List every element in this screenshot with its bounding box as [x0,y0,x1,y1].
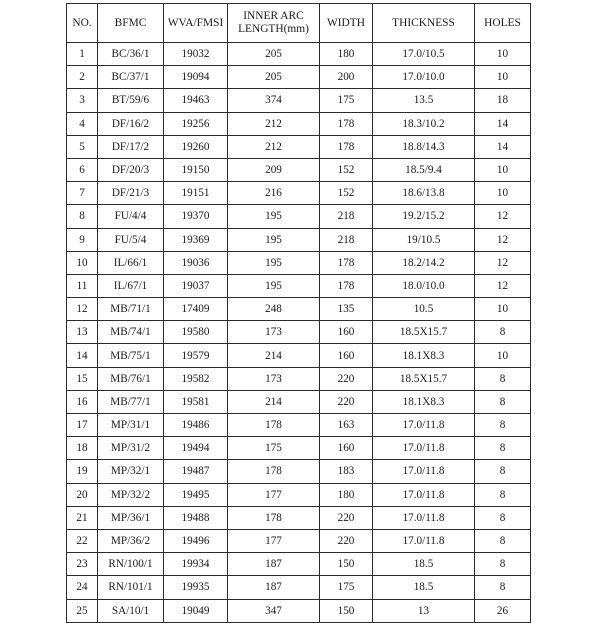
cell-inner-arc-length: 212 [228,135,320,158]
cell-holes: 8 [475,460,531,483]
table-row [67,460,531,483]
table-row [67,298,531,321]
cell-wva-fmsi: 19582 [164,367,228,390]
cell-no: 12 [67,298,98,321]
cell-wva-fmsi: 19036 [164,251,228,274]
table-body [67,43,531,623]
header-inner-arc-line2: LENGTH(mm) [238,23,309,35]
table-row [67,344,531,367]
cell-width: 180 [320,43,373,66]
cell-holes: 26 [475,599,531,622]
cell-thickness: 17.0/11.8 [373,414,475,437]
cell-thickness: 18.5/9.4 [373,158,475,181]
cell-holes: 12 [475,228,531,251]
cell-inner-arc-length: 195 [228,228,320,251]
cell-no: 2 [67,66,98,89]
table-row [67,599,531,622]
cell-no: 17 [67,414,98,437]
cell-no: 10 [67,251,98,274]
table-row [67,529,531,552]
cell-bfmc: MP/32/2 [98,483,164,506]
cell-thickness: 19/10.5 [373,228,475,251]
cell-wva-fmsi: 19495 [164,483,228,506]
cell-wva-fmsi: 19579 [164,344,228,367]
cell-holes: 8 [475,483,531,506]
table-row [67,158,531,181]
cell-holes: 14 [475,112,531,135]
cell-holes: 8 [475,367,531,390]
cell-no: 23 [67,553,98,576]
cell-no: 14 [67,344,98,367]
cell-bfmc: FU/4/4 [98,205,164,228]
table-row [67,414,531,437]
cell-width: 160 [320,437,373,460]
cell-width: 218 [320,228,373,251]
cell-holes: 10 [475,43,531,66]
cell-width: 175 [320,89,373,112]
cell-wva-fmsi: 19369 [164,228,228,251]
table-row [67,367,531,390]
cell-inner-arc-length: 374 [228,89,320,112]
cell-inner-arc-length: 347 [228,599,320,622]
cell-holes: 10 [475,158,531,181]
cell-no: 8 [67,205,98,228]
table-row [67,390,531,413]
cell-inner-arc-length: 248 [228,298,320,321]
cell-wva-fmsi: 19488 [164,506,228,529]
cell-inner-arc-length: 205 [228,43,320,66]
cell-holes: 8 [475,437,531,460]
cell-width: 152 [320,182,373,205]
cell-thickness: 18.3/10.2 [373,112,475,135]
cell-width: 178 [320,135,373,158]
header-thickness: THICKNESS [373,4,475,43]
cell-holes: 8 [475,321,531,344]
cell-bfmc: DF/17/2 [98,135,164,158]
table-row [67,43,531,66]
cell-wva-fmsi: 19580 [164,321,228,344]
cell-width: 178 [320,251,373,274]
cell-bfmc: RN/100/1 [98,553,164,576]
cell-width: 152 [320,158,373,181]
cell-bfmc: IL/67/1 [98,274,164,297]
cell-inner-arc-length: 205 [228,66,320,89]
cell-bfmc: MP/36/1 [98,506,164,529]
cell-no: 24 [67,576,98,599]
cell-holes: 8 [475,529,531,552]
cell-thickness: 17.0/11.8 [373,460,475,483]
cell-thickness: 18.5X15.7 [373,367,475,390]
cell-no: 16 [67,390,98,413]
cell-wva-fmsi: 19049 [164,599,228,622]
cell-thickness: 18.5X15.7 [373,321,475,344]
cell-thickness: 18.1X8.3 [373,344,475,367]
header-no: NO. [67,4,98,43]
cell-bfmc: MB/75/1 [98,344,164,367]
cell-no: 7 [67,182,98,205]
cell-bfmc: MP/32/1 [98,460,164,483]
cell-thickness: 18.6/13.8 [373,182,475,205]
table-row [67,321,531,344]
cell-holes: 10 [475,344,531,367]
cell-holes: 10 [475,66,531,89]
header-holes: HOLES [475,4,531,43]
cell-no: 18 [67,437,98,460]
cell-wva-fmsi: 19935 [164,576,228,599]
cell-thickness: 18.1X8.3 [373,390,475,413]
table-row [67,274,531,297]
cell-thickness: 13.5 [373,89,475,112]
cell-no: 9 [67,228,98,251]
header-row [67,4,531,43]
cell-inner-arc-length: 178 [228,460,320,483]
cell-holes: 12 [475,274,531,297]
cell-no: 1 [67,43,98,66]
cell-wva-fmsi: 19032 [164,43,228,66]
cell-holes: 8 [475,506,531,529]
cell-bfmc: SA/10/1 [98,599,164,622]
header-bfmc: BFMC [98,4,164,43]
cell-bfmc: MB/71/1 [98,298,164,321]
cell-no: 6 [67,158,98,181]
cell-inner-arc-length: 187 [228,576,320,599]
cell-width: 180 [320,483,373,506]
table-row [67,483,531,506]
cell-bfmc: DF/21/3 [98,182,164,205]
cell-no: 20 [67,483,98,506]
cell-inner-arc-length: 214 [228,390,320,413]
cell-width: 183 [320,460,373,483]
cell-width: 200 [320,66,373,89]
cell-bfmc: DF/20/3 [98,158,164,181]
cell-holes: 8 [475,576,531,599]
cell-no: 21 [67,506,98,529]
cell-width: 135 [320,298,373,321]
cell-thickness: 10.5 [373,298,475,321]
cell-width: 178 [320,274,373,297]
cell-thickness: 17.0/11.8 [373,437,475,460]
cell-inner-arc-length: 195 [228,274,320,297]
cell-inner-arc-length: 173 [228,367,320,390]
cell-holes: 18 [475,89,531,112]
cell-thickness: 17.0/10.5 [373,43,475,66]
cell-width: 150 [320,553,373,576]
cell-wva-fmsi: 19581 [164,390,228,413]
table-row [67,506,531,529]
cell-thickness: 18.2/14.2 [373,251,475,274]
cell-no: 15 [67,367,98,390]
cell-wva-fmsi: 19256 [164,112,228,135]
cell-inner-arc-length: 212 [228,112,320,135]
cell-width: 218 [320,205,373,228]
cell-thickness: 18.0/10.0 [373,274,475,297]
cell-inner-arc-length: 178 [228,414,320,437]
cell-wva-fmsi: 19150 [164,158,228,181]
cell-wva-fmsi: 19487 [164,460,228,483]
header-inner-arc-line1: INNER ARC [243,10,304,22]
cell-holes: 8 [475,414,531,437]
table-row [67,228,531,251]
table-row [67,576,531,599]
table-row [67,437,531,460]
cell-inner-arc-length: 195 [228,251,320,274]
cell-width: 163 [320,414,373,437]
header-inner-arc-length [228,4,320,43]
cell-bfmc: MP/36/2 [98,529,164,552]
cell-holes: 10 [475,298,531,321]
cell-width: 220 [320,390,373,413]
cell-wva-fmsi: 19494 [164,437,228,460]
cell-no: 19 [67,460,98,483]
cell-holes: 12 [475,251,531,274]
brake-lining-spec-table [66,3,531,623]
cell-bfmc: MB/74/1 [98,321,164,344]
header-width: WIDTH [320,4,373,43]
cell-width: 150 [320,599,373,622]
table-row [67,553,531,576]
cell-inner-arc-length: 195 [228,205,320,228]
cell-holes: 10 [475,182,531,205]
cell-bfmc: BC/37/1 [98,66,164,89]
cell-inner-arc-length: 177 [228,529,320,552]
cell-width: 220 [320,529,373,552]
cell-inner-arc-length: 178 [228,506,320,529]
cell-inner-arc-length: 209 [228,158,320,181]
table-row [67,135,531,158]
cell-wva-fmsi: 19370 [164,205,228,228]
cell-thickness: 18.5 [373,576,475,599]
cell-bfmc: DF/16/2 [98,112,164,135]
cell-bfmc: BC/36/1 [98,43,164,66]
cell-inner-arc-length: 216 [228,182,320,205]
cell-bfmc: RN/101/1 [98,576,164,599]
cell-no: 11 [67,274,98,297]
cell-no: 5 [67,135,98,158]
table-row [67,112,531,135]
table-row [67,182,531,205]
cell-bfmc: MB/77/1 [98,390,164,413]
cell-thickness: 17.0/10.0 [373,66,475,89]
cell-width: 220 [320,367,373,390]
cell-wva-fmsi: 19934 [164,553,228,576]
cell-thickness: 18.5 [373,553,475,576]
cell-wva-fmsi: 19260 [164,135,228,158]
cell-inner-arc-length: 177 [228,483,320,506]
cell-no: 25 [67,599,98,622]
table-row [67,66,531,89]
cell-bfmc: MP/31/2 [98,437,164,460]
cell-holes: 8 [475,390,531,413]
cell-width: 178 [320,112,373,135]
cell-bfmc: FU/5/4 [98,228,164,251]
cell-inner-arc-length: 173 [228,321,320,344]
cell-wva-fmsi: 19151 [164,182,228,205]
cell-thickness: 19.2/15.2 [373,205,475,228]
cell-thickness: 17.0/11.8 [373,529,475,552]
cell-no: 3 [67,89,98,112]
cell-width: 160 [320,344,373,367]
cell-width: 220 [320,506,373,529]
cell-width: 160 [320,321,373,344]
cell-inner-arc-length: 175 [228,437,320,460]
table-row [67,251,531,274]
cell-bfmc: MP/31/1 [98,414,164,437]
cell-wva-fmsi: 19496 [164,529,228,552]
cell-no: 4 [67,112,98,135]
cell-wva-fmsi: 17409 [164,298,228,321]
cell-thickness: 17.0/11.8 [373,506,475,529]
table-row [67,89,531,112]
cell-holes: 12 [475,205,531,228]
cell-wva-fmsi: 19037 [164,274,228,297]
cell-thickness: 13 [373,599,475,622]
cell-thickness: 18.8/14.3 [373,135,475,158]
cell-thickness: 17.0/11.8 [373,483,475,506]
cell-bfmc: BT/59/6 [98,89,164,112]
cell-wva-fmsi: 19094 [164,66,228,89]
cell-width: 175 [320,576,373,599]
cell-inner-arc-length: 214 [228,344,320,367]
cell-inner-arc-length: 187 [228,553,320,576]
cell-wva-fmsi: 19486 [164,414,228,437]
table-row [67,205,531,228]
cell-bfmc: MB/76/1 [98,367,164,390]
cell-holes: 8 [475,553,531,576]
cell-holes: 14 [475,135,531,158]
cell-wva-fmsi: 19463 [164,89,228,112]
header-wva-fmsi: WVA/FMSI [164,4,228,43]
cell-no: 22 [67,529,98,552]
cell-no: 13 [67,321,98,344]
cell-bfmc: IL/66/1 [98,251,164,274]
